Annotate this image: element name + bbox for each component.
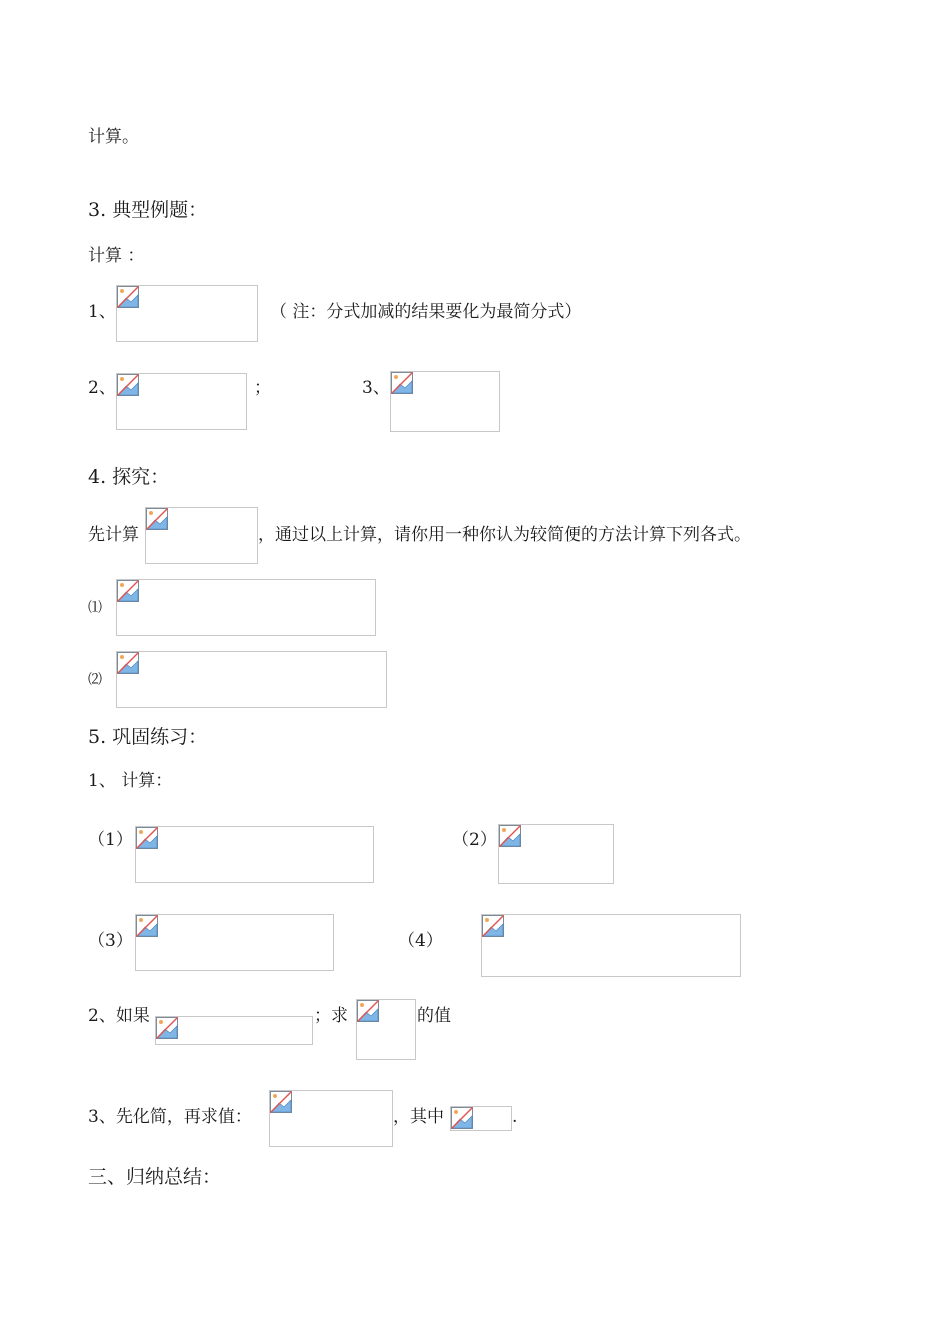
practice-item-1-label: （1） — [88, 830, 133, 850]
practice-q2-text-a: 2、如果 — [88, 1006, 150, 1026]
practice-q3-text-a: 3、先化简，再求值： — [88, 1107, 252, 1127]
example-3-label: 3、 — [362, 378, 390, 398]
explore-item-2-label: ⑵ — [88, 672, 102, 688]
formula-image-explore-given — [145, 507, 258, 564]
formula-image-practice-3 — [135, 914, 334, 971]
summary-heading: 三、归纳总结： — [88, 1166, 222, 1188]
formula-image-practice-2 — [498, 824, 614, 884]
example-note: （ 注：分式加减的结果要化为最简分式） — [270, 302, 582, 322]
example-1-label: 1、 — [88, 302, 116, 322]
practice-q2-text-c: 的值 — [417, 1006, 451, 1026]
formula-image-explore-1 — [116, 579, 376, 636]
intro-tail: 计算。 — [88, 127, 139, 147]
section-4-heading: 4. 探究： — [88, 466, 170, 488]
example-prompt: 计算 ： — [88, 246, 145, 266]
practice-q2-text-b: ；求 — [314, 1006, 348, 1026]
formula-image-example-1 — [116, 285, 258, 342]
formula-image-q3-value — [450, 1106, 512, 1131]
explore-item-1-label: ⑴ — [88, 600, 102, 616]
formula-image-explore-2 — [116, 651, 387, 708]
practice-item-4-label: （4） — [398, 931, 443, 951]
explore-post-text: ，通过以上计算，请你用一种你认为较简便的方法计算下列各式。 — [258, 525, 751, 545]
practice-q1-label: 1、 计算： — [88, 771, 173, 791]
formula-image-q2-condition — [155, 1016, 313, 1045]
formula-image-q3-expression — [269, 1090, 393, 1147]
practice-item-3-label: （3） — [88, 931, 133, 951]
formula-image-example-3 — [390, 371, 500, 432]
section-5-heading: 5. 巩固练习： — [88, 726, 208, 748]
formula-image-example-2 — [116, 373, 247, 430]
example-2-label: 2、 — [88, 378, 116, 398]
practice-q3-text-b: ，其中 — [393, 1107, 444, 1127]
section-3-heading: 3. 典型例题： — [88, 199, 208, 221]
explore-pre-text: 先计算 — [88, 525, 139, 545]
formula-image-practice-1 — [135, 826, 374, 883]
example-separator: ； — [254, 378, 271, 398]
practice-item-2-label: （2） — [452, 830, 497, 850]
formula-image-q2-target — [356, 999, 416, 1060]
formula-image-practice-4 — [481, 914, 741, 977]
practice-q3-text-c: . — [512, 1107, 518, 1127]
